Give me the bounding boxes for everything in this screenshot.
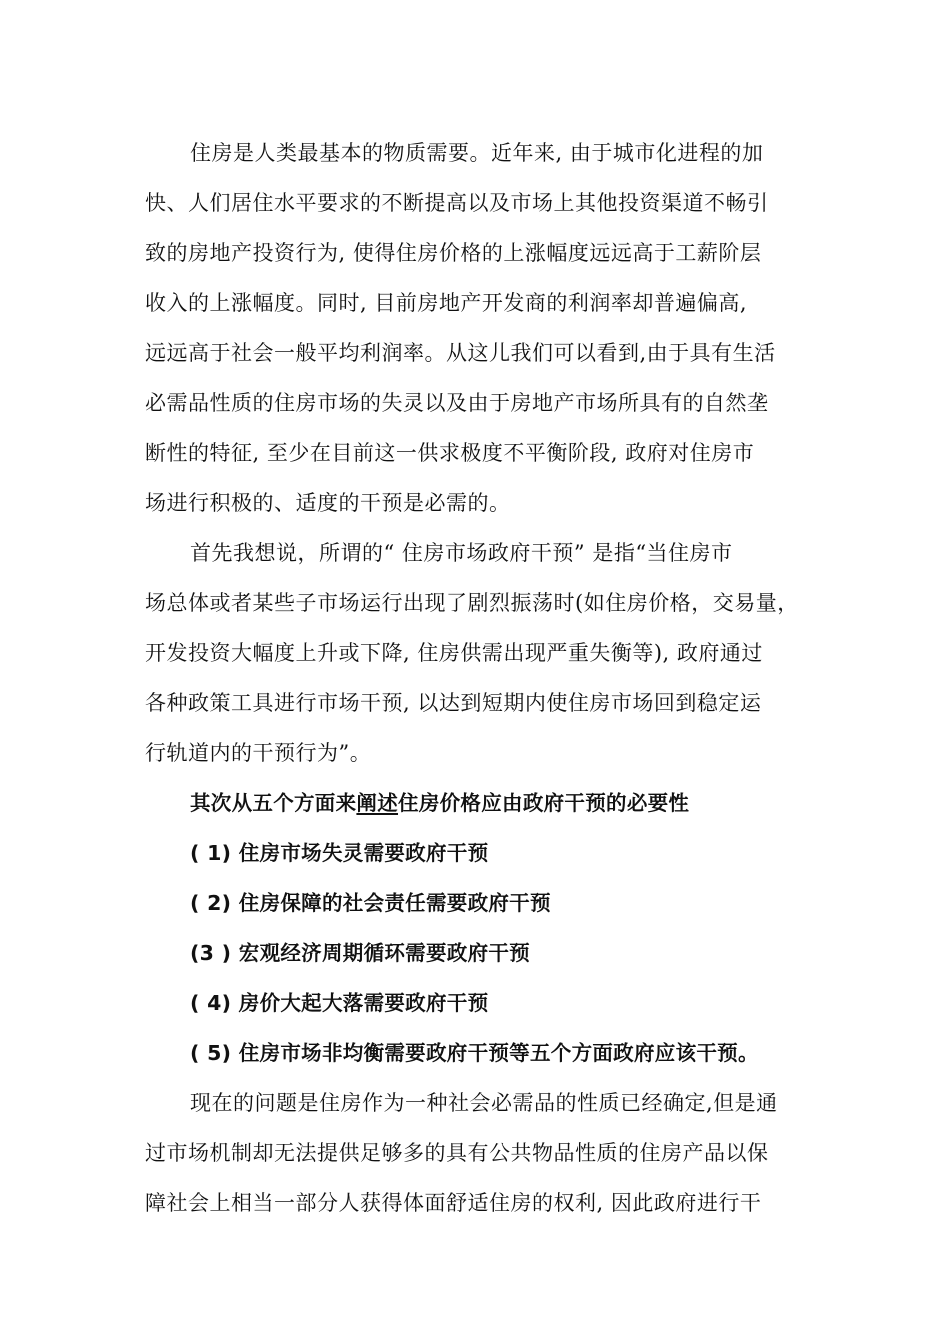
- paragraph1-line: 必需品性质的住房市场的失灵以及由于房地产市场所具有的自然垄: [145, 391, 769, 415]
- paragraph1-line: 远远高于社会一般平均利润率。从这儿我们可以看到,由于具有生活: [145, 341, 776, 365]
- paragraph2-line: 行轨道内的干预行为”。: [145, 741, 372, 765]
- heading-text: 住房价格应由政府干预的必要性: [398, 791, 690, 815]
- paragraph3-line: 现在的问题是住房作为一种社会必需品的性质已经确定,但是通: [190, 1091, 778, 1115]
- section-heading: [190, 786, 689, 820]
- paragraph1-line: 断性的特征, 至少在目前这一供求极度不平衡阶段, 政府对住房市: [145, 441, 755, 465]
- point-item: ( 5) 住房市场非均衡需要政府干预等五个方面政府应该干预。: [190, 1041, 759, 1065]
- heading-text: 其次从五个方面来: [190, 791, 357, 815]
- paragraph3-line: 过市场机制却无法提供足够多的具有公共物品性质的住房产品以保: [145, 1141, 769, 1165]
- paragraph1-line: 住房是人类最基本的物质需要。近年来, 由于城市化进程的加: [190, 141, 764, 165]
- point-item: (3 ) 宏观经济周期循环需要政府干预: [190, 941, 530, 965]
- point-item: ( 4) 房价大起大落需要政府干预: [190, 991, 489, 1015]
- paragraph1-line: 致的房地产投资行为, 使得住房价格的上涨幅度远远高于工薪阶层: [145, 241, 762, 265]
- paragraph1-line: 快、人们居住水平要求的不断提高以及市场上其他投资渠道不畅引: [145, 191, 769, 215]
- paragraph1-line: 收入的上涨幅度。同时, 目前房地产开发商的利润率却普遍偏高,: [145, 291, 748, 315]
- paragraph2-line: 各种政策工具进行市场干预, 以达到短期内使住房市场回到稳定运: [145, 691, 762, 715]
- paragraph2-line: 场总体或者某些子市场运行出现了剧烈振荡时(如住房价格，交易量，: [145, 591, 799, 615]
- point-item: ( 1) 住房市场失灵需要政府干预: [190, 841, 489, 865]
- paragraph1-line: 场进行积极的、适度的干预是必需的。: [145, 491, 511, 515]
- heading-underlined-text: 阐述: [356, 791, 399, 815]
- paragraph2-line: 开发投资大幅度上升或下降, 住房供需出现严重失衡等), 政府通过: [145, 641, 763, 665]
- paragraph2-line: 首先我想说，所谓的“ 住房市场政府干预” 是指“当住房市: [190, 541, 733, 565]
- paragraph3-line: 障社会上相当一部分人获得体面舒适住房的权利, 因此政府进行干: [145, 1191, 762, 1215]
- point-item: ( 2) 住房保障的社会责任需要政府干预: [190, 891, 551, 915]
